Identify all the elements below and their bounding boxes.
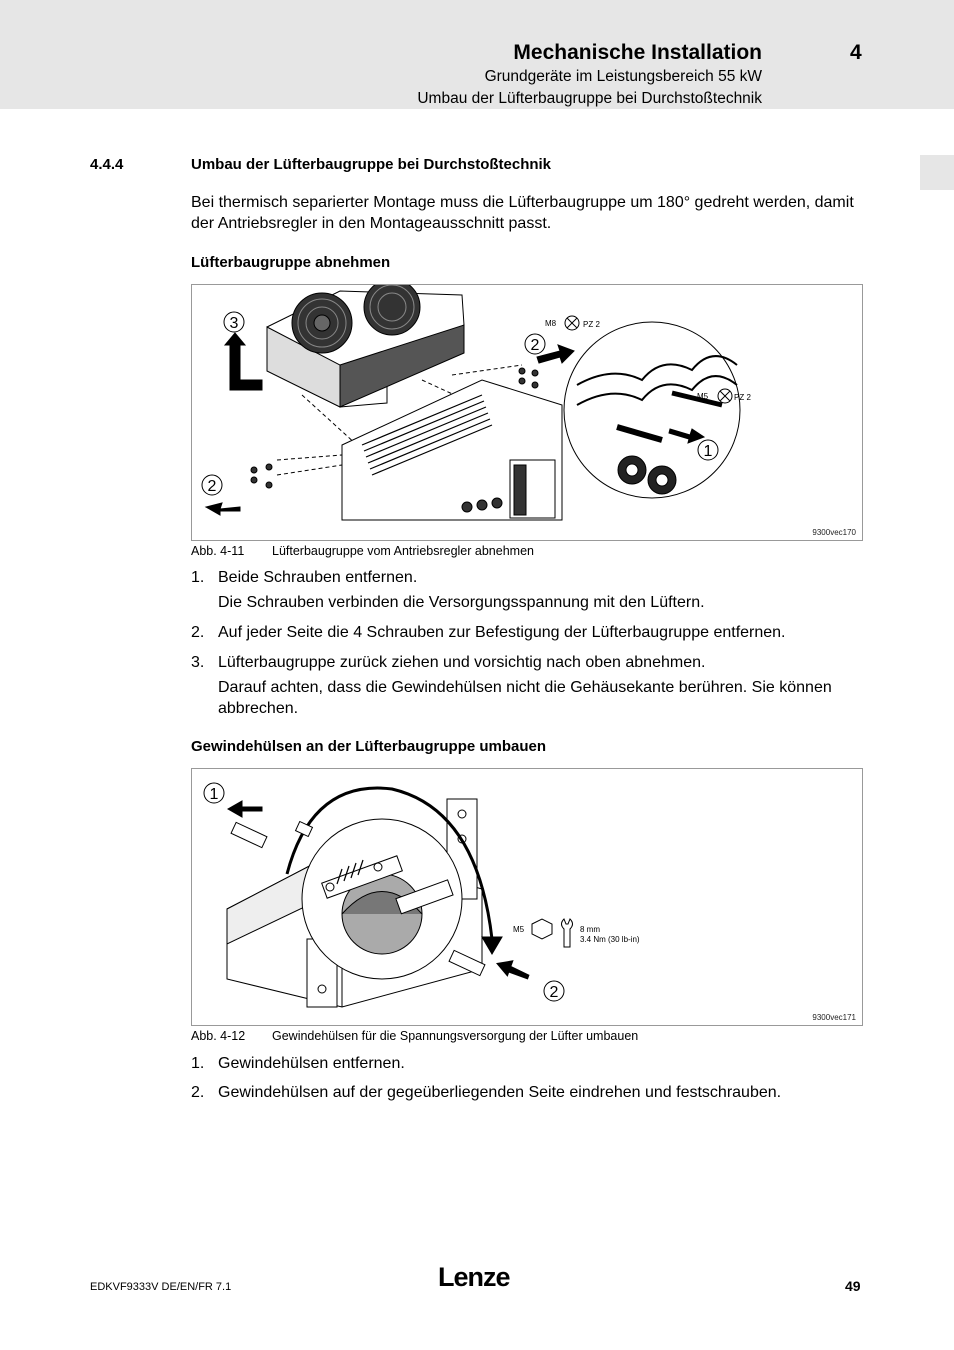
caption-text: Gewindehülsen für die Spannungsversorgung der Lüfter umbauen <box>272 1029 639 1043</box>
step-text <box>218 567 868 613</box>
fig1-pz2-label-a: PZ 2 <box>583 320 600 329</box>
footer-document-id: EDKVF9333V DE/EN/FR 7.1 <box>90 1281 232 1293</box>
step-note: Die Schrauben verbinden die Versorgungsspannung mit den Lüftern. <box>218 594 705 611</box>
header-subtitle-1: Grundgeräte im Leistungsbereich 55 kW <box>484 68 762 85</box>
fig2-wrench-size: 8 mm <box>580 925 600 934</box>
header-chapter-number: 4 <box>850 41 862 64</box>
step-note: Darauf achten, dass die Gewindehülsen nicht die Gehäusekante berühren. Sie können abbrechen. <box>218 679 832 717</box>
sleeve-conversion-illustration <box>192 769 864 1027</box>
fig2-label-2: 2 <box>549 984 559 1001</box>
section-number: 4.4.4 <box>90 156 124 173</box>
lenze-logo: Lenze <box>438 1262 510 1292</box>
fig2-label-1: 1 <box>209 786 219 803</box>
caption-number: Abb. 4-11 <box>191 544 245 558</box>
figure-code-170: 9300vec170 <box>812 528 856 537</box>
caption-text: Lüfterbaugruppe vom Antriebsregler abnehmen <box>272 544 534 558</box>
step-number: 2. <box>191 624 205 641</box>
subheading-remove-fan: Lüfterbaugruppe abnehmen <box>191 254 391 271</box>
step-number: 3. <box>191 654 205 671</box>
figure-sleeve-conversion <box>191 768 863 1026</box>
header-title: Mechanische Installation <box>513 41 762 64</box>
fig2-m5-label: M5 <box>513 925 525 934</box>
step-text: Auf jeder Seite die 4 Schrauben zur Befestigung der Lüfterbaugruppe entfernen. <box>218 624 786 641</box>
figure-fan-removal <box>191 284 863 541</box>
step-item <box>191 567 871 613</box>
header-subtitle-2: Umbau der Lüfterbaugruppe bei Durchstoßtechnik <box>417 90 762 107</box>
section-intro: Bei thermisch separierter Montage muss die Lüfterbaugruppe um 180° gedreht werden, damit der Antriebsregler in den Montageausschnitt passt. <box>191 194 854 232</box>
caption-fig-4-12 <box>191 1029 638 1043</box>
chapter-tab-marker <box>920 155 954 190</box>
caption-number: Abb. 4-12 <box>191 1029 246 1043</box>
step-text <box>218 652 868 719</box>
step-number: 1. <box>191 1055 205 1072</box>
caption-fig-4-11 <box>191 544 534 558</box>
step-number: 2. <box>191 1084 205 1101</box>
step-text: Gewindehülsen entfernen. <box>218 1055 405 1072</box>
fig1-m5-label: M5 <box>697 392 709 401</box>
fig1-label-3: 3 <box>229 315 239 332</box>
step-main-text: Lüfterbaugruppe zurück ziehen und vorsichtig nach oben abnehmen. <box>218 654 706 671</box>
fig1-label-1: 1 <box>703 443 713 460</box>
step-number: 1. <box>191 569 205 586</box>
fig1-m8-label: M8 <box>545 319 557 328</box>
step-item <box>191 652 871 722</box>
fig1-label-2a: 2 <box>530 337 540 354</box>
step-main-text: Beide Schrauben entfernen. <box>218 569 418 586</box>
section-title: Umbau der Lüfterbaugruppe bei Durchstoßtechnik <box>191 156 552 173</box>
fig1-pz2-label-b: PZ 2 <box>734 393 751 402</box>
subheading-threaded-sleeves: Gewindehülsen an der Lüfterbaugruppe umbauen <box>191 738 547 755</box>
step-text: Gewindehülsen auf der gegeüberliegenden Seite eindrehen und festschrauben. <box>218 1084 782 1101</box>
fig1-label-2b: 2 <box>207 478 217 495</box>
page-number: 49 <box>845 1278 861 1294</box>
fan-removal-illustration <box>192 285 864 542</box>
fig2-torque: 3.4 Nm (30 lb-in) <box>580 935 640 944</box>
figure-code-171: 9300vec171 <box>812 1013 856 1022</box>
